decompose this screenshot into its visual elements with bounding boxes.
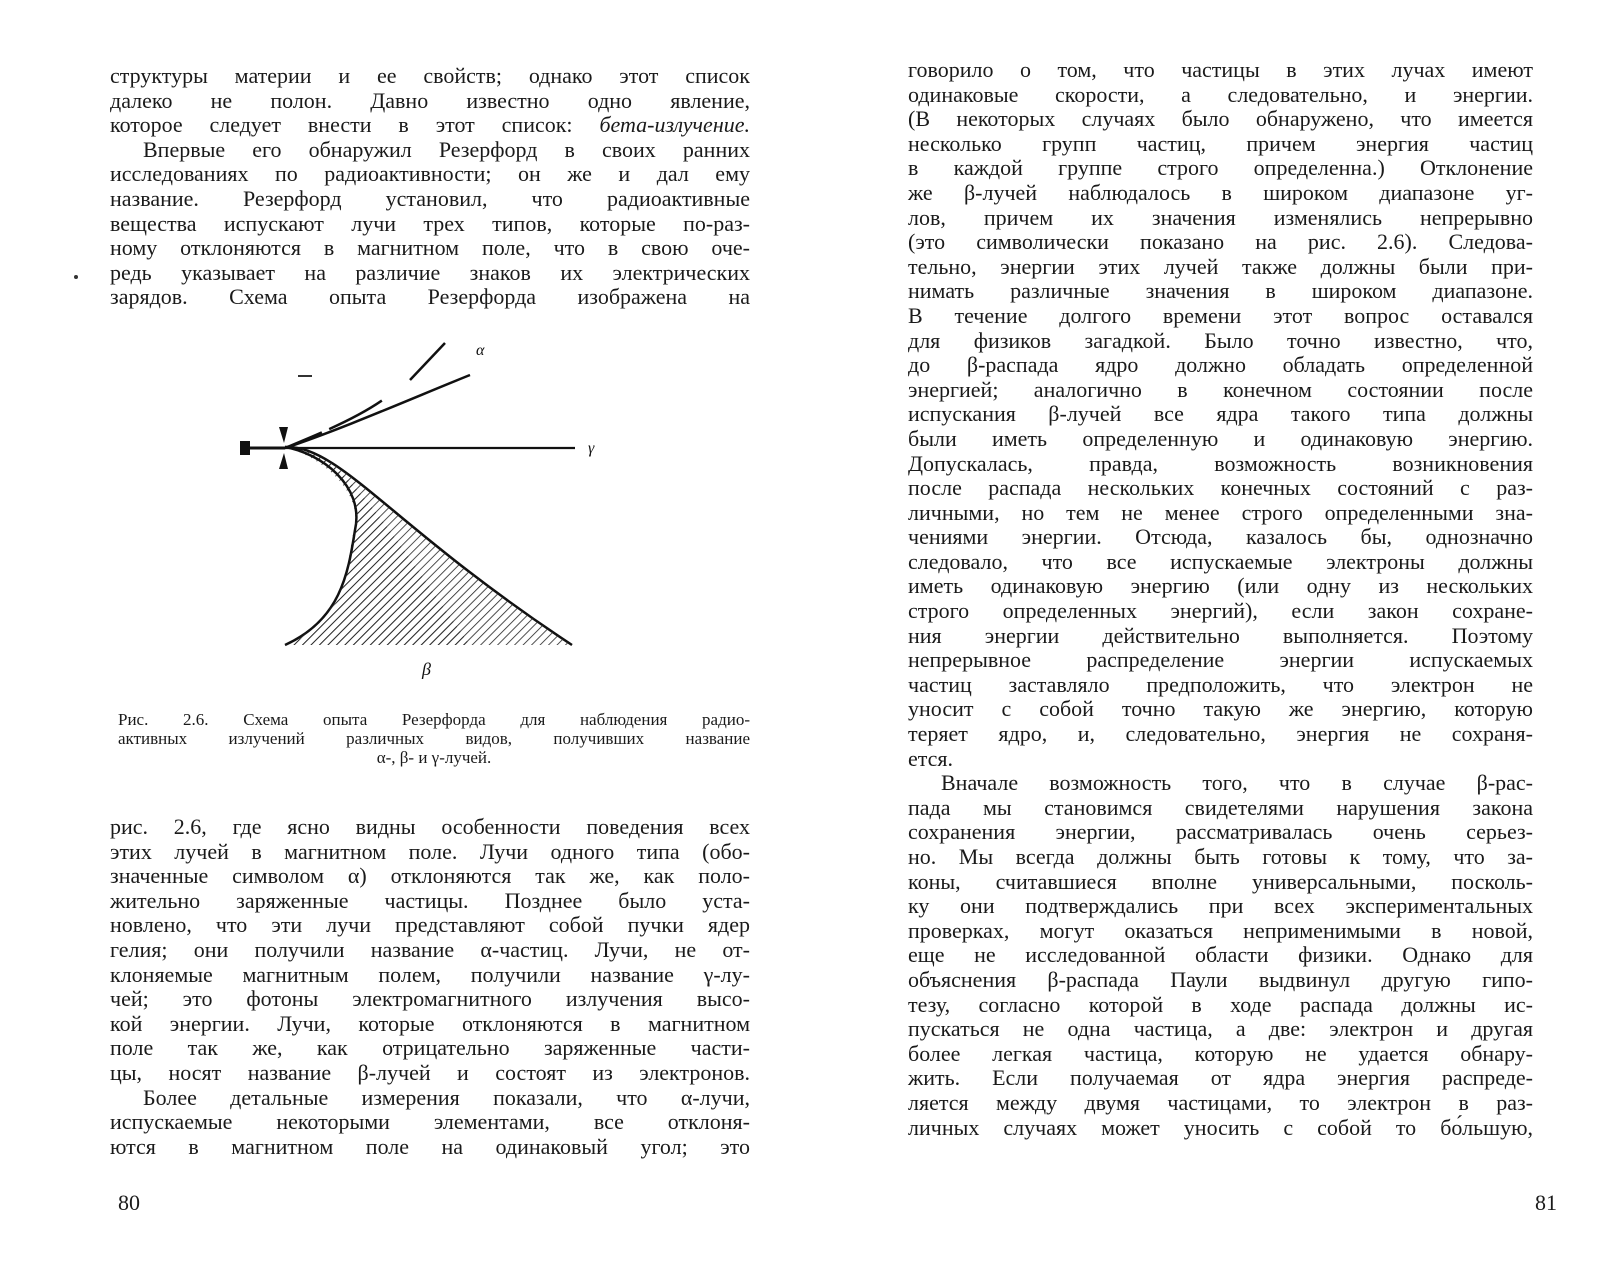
text-line: ния энергии действительно выполняется. Поэтому [908, 622, 1533, 648]
caption-line: активных излучений различных видов, получивших название [118, 729, 750, 748]
alpha-ray-2-tail [410, 343, 445, 380]
text-line: название. Резерфорд установил, что радиоактивные [110, 185, 750, 211]
text-line: пада мы становимся свидетелями нарушения закона [908, 794, 1533, 820]
text-line: редь указывает на различие знаков их электрических [110, 259, 750, 285]
text-line: после распада нескольких конечных состояний с раз- [908, 475, 1533, 501]
left-text-top [110, 64, 750, 310]
text-line: но. Мы всегда должны быть готовы к тому, что за- [908, 844, 1533, 869]
text-line: несколько групп частиц, причем энергия частиц [908, 130, 1533, 156]
text-line: личными, но тем не менее строго определенными зна- [908, 499, 1533, 525]
text-line: гелия; они получили название α-частиц. Лучи, не от- [110, 936, 750, 962]
page-number: 80 [118, 1190, 140, 1215]
text-line: поле так же, как отрицательно заряженные части- [110, 1035, 750, 1061]
text-line: вещества испускают лучи трех типов, которые по-раз- [110, 210, 750, 236]
text-line: ку они подтверждались при всех экспериментальных [908, 893, 1533, 919]
alpha-label: α [476, 342, 485, 359]
emphasis-term: бета-излучение. [599, 112, 750, 138]
text-line: пускаться не одна частица, а две: электрон и другая [908, 1016, 1533, 1042]
text-line: этих лучей в магнитном поле. Лучи одного типа (обо- [110, 838, 750, 864]
text-line: клоняемые магнитным полем, получили название γ-лу- [110, 961, 750, 987]
text-line: зарядов. Схема опыта Резерфорда изображена на [110, 284, 750, 310]
text-line: чей; это фотоны электромагнитного излучения высо- [110, 986, 750, 1012]
text-line: исследованиях по радиоактивности; он же и дал ему [110, 161, 750, 187]
text-line: чениями энергии. Отсюда, казалось бы, однозначно [908, 524, 1533, 550]
text-line: далеко не полон. Давно известно одно явление, [110, 87, 750, 113]
text-line: личных случаях может уносить с собой то бо́льшую, [908, 1114, 1533, 1140]
text-line: более легкая частица, которую не удается обнару- [908, 1040, 1533, 1066]
text-line: же β-лучей наблюдалось в широком диапазоне уг- [908, 179, 1533, 205]
text-line: которое следует внести в этот список: бета-излучение. [110, 112, 750, 138]
text-line: лов, причем их значения изменялись непрерывно [908, 204, 1533, 230]
text-line: рис. 2.6, где ясно видны особенности поведения всех [110, 814, 750, 839]
text-line: Более детальные измерения показали, что α-лучи, [143, 1084, 750, 1110]
text-line: уносит с собой точно такую же энергию, которую [908, 696, 1533, 722]
figure-caption [118, 710, 750, 767]
text-line: еще не исследованной области физики. Однако для [908, 942, 1533, 968]
text-line: кой энергии. Лучи, которые отклоняются в магнитном [110, 1010, 750, 1036]
text-line: тезу, согласно которой в ходе распада должны ис- [908, 991, 1533, 1017]
text-line: для физиков загадкой. Было точно известно, что, [908, 327, 1533, 353]
text-line: значенные символом α) отклоняются так же, как поло- [110, 863, 750, 889]
caption-line: α-, β- и γ-лучей. [376, 748, 492, 767]
rutherford-figure [230, 335, 630, 695]
text-line: структуры материи и ее свойств; однако этот список [110, 63, 750, 88]
text-line: энергией; аналогично в конечном состоянии после [908, 376, 1533, 402]
gamma-label: γ [588, 440, 595, 457]
text-line: были иметь определенную и одинаковую энергию. [908, 425, 1533, 451]
page-number: 81 [1535, 1190, 1557, 1215]
text-line: новлено, что эти лучи представляют собой пучки ядер [110, 912, 750, 938]
text-line: коны, считавшиеся вполне универсальными, посколь- [908, 868, 1533, 894]
caption-line: Рис. 2.6. Схема опыта Резерфорда для наблюдения радио- [118, 710, 750, 729]
text-line: В течение долгого времени этот вопрос оставался [908, 302, 1533, 328]
text-line: ному отклоняются в магнитном поле, что в свою оче- [110, 235, 750, 261]
text-line: ются в магнитном поле на одинаковый угол; это [110, 1133, 750, 1159]
alpha-ray-2 [285, 365, 420, 448]
right-text [908, 58, 1533, 1140]
text-line: жительно заряженные частицы. Позднее было уста- [110, 887, 750, 913]
text-line: Допускалась, правда, возможность возникновения [908, 450, 1533, 476]
beta-label: β [422, 659, 431, 679]
text-line: испускаемые некоторыми элементами, все отклоня- [110, 1109, 750, 1135]
text-line: проверках, могут оказаться неприменимыми в новой, [908, 917, 1533, 943]
text-line: до β-распада ядро должно обладать определенной [908, 352, 1533, 378]
left-text-bottom [110, 815, 750, 1159]
text-line: испускания β-лучей все ядра такого типа должны [908, 401, 1533, 427]
text-line: следовало, что все испускаемые электроны должны [908, 548, 1533, 574]
text-line: сохранения энергии, рассматривалась очень серьез- [908, 819, 1533, 845]
text-line: в каждой группе строго определенна.) Отклонение [908, 155, 1533, 181]
text-line: иметь одинаковую энергию (или одну из нескольких [908, 573, 1533, 599]
text-line: теряет ядро, и, следовательно, энергия не сохраня- [908, 721, 1533, 747]
text-line: (В некоторых случаях было обнаружено, что имеется [908, 106, 1533, 132]
text-line: Вначале возможность того, что в случае β-рас- [941, 770, 1533, 796]
text-line: строго определенных энергий), если закон сохране- [908, 598, 1533, 624]
text-line: частиц заставляло предположить, что электрон не [908, 671, 1533, 697]
text-line: непрерывное распределение энергии испускаемых [908, 647, 1533, 673]
text-line: Впервые его обнаружил Резерфорд в своих ранних [143, 136, 750, 162]
text-line: ется. [908, 745, 954, 771]
text-line: говорило о том, что частицы в этих лучах имеют [908, 57, 1533, 82]
text-line: жить. Если получаемая от ядра энергия распреде- [908, 1065, 1533, 1091]
text-line: (это символически показано на рис. 2.6). Следова- [908, 229, 1533, 255]
text-line: объяснения β-распада Паули выдвинул другую гипо- [908, 966, 1533, 992]
text-line: ляется между двумя частицами, то электрон в раз- [908, 1089, 1533, 1115]
text-line: тельно, энергии этих лучей также должны были при- [908, 253, 1533, 279]
text-line: цы, носят название β-лучей и состоят из электронов. [110, 1059, 750, 1085]
scan-speck [74, 275, 78, 279]
right-page [800, 0, 1600, 1275]
text-line: нимать различные значения в широком диапазоне. [908, 278, 1533, 304]
text-line: одинаковые скорости, а следовательно, и энергии. [908, 81, 1533, 107]
